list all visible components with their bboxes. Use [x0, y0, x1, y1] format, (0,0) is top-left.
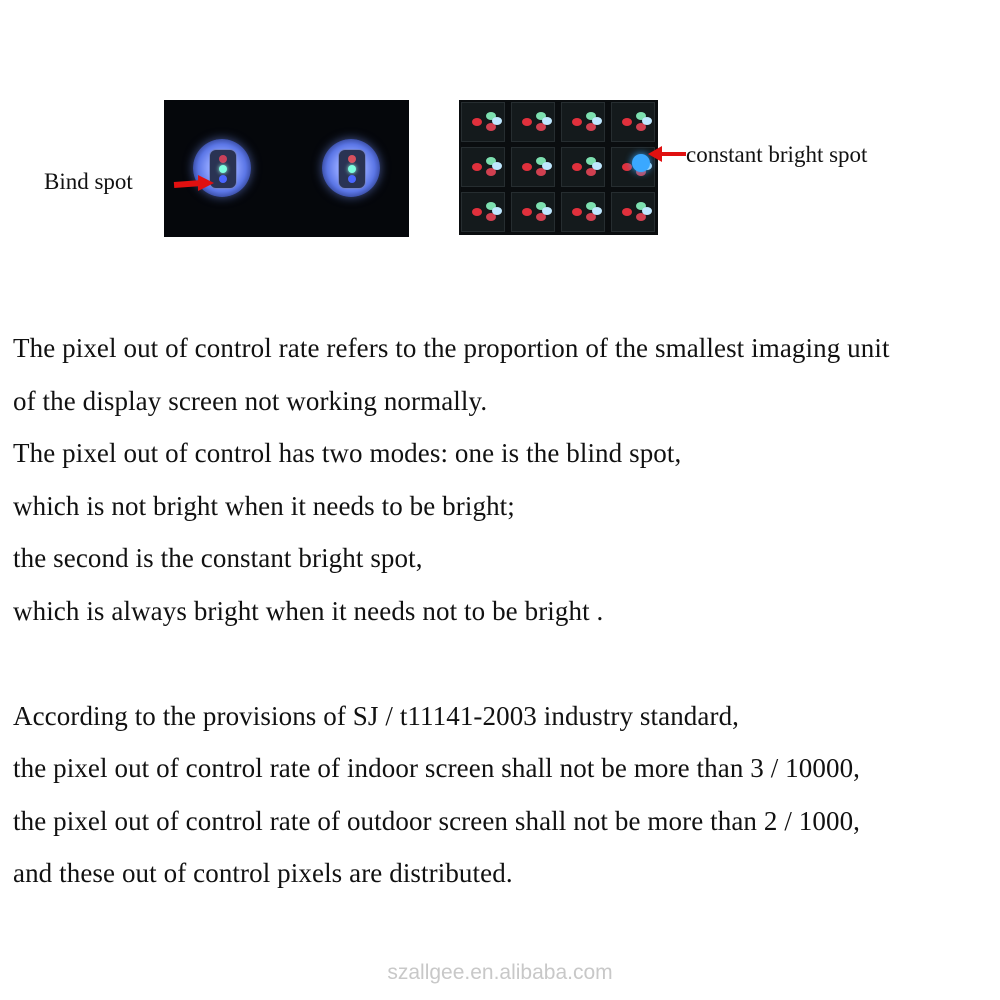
paragraph-line: The pixel out of control rate refers to the proportion of the smallest imaging unit: [13, 333, 890, 363]
paragraph-spacer: [13, 637, 988, 690]
led-dot: [592, 207, 602, 215]
led-cell: [611, 102, 655, 142]
article-body: [13, 322, 988, 900]
watermark: szallgee.en.alibaba.com: [387, 961, 613, 984]
paragraph-line: According to the provisions of SJ / t11141-2003 industry standard,: [13, 700, 740, 731]
led-dot: [622, 163, 632, 171]
paragraph-line: of the display screen not working normally.: [13, 385, 488, 416]
led-dot: [472, 163, 482, 171]
led-cell: [511, 102, 555, 142]
led-cell: [561, 102, 605, 142]
led-cell: [561, 147, 605, 187]
led-dot: [622, 118, 632, 126]
led-cell: [561, 192, 605, 232]
arrow-head-icon: [198, 175, 214, 191]
led-dot: [492, 207, 502, 215]
led-dot: [592, 117, 602, 125]
led-dot: [522, 208, 532, 216]
led-dot: [592, 162, 602, 170]
blind-spot-label: Bind spot: [44, 169, 133, 194]
blind-spot-image: [164, 100, 409, 237]
led-dot: [642, 117, 652, 125]
led-dot: [542, 207, 552, 215]
led-dot: [572, 118, 582, 126]
led-dot: [572, 208, 582, 216]
led-dot: [542, 162, 552, 170]
led-dot: [542, 117, 552, 125]
arrow-head-icon: [648, 146, 662, 162]
paragraph-line: which is always bright when it needs not to be bright .: [13, 595, 604, 626]
led-dot: [572, 163, 582, 171]
constant-bright-spot-image: [459, 100, 658, 235]
led-cell: [461, 102, 505, 142]
led-cell: [461, 147, 505, 187]
constant-bright-spot-label: constant bright spot: [686, 142, 868, 167]
paragraph-line: the second is the constant bright spot,: [13, 543, 423, 573]
led-dot: [492, 162, 502, 170]
paragraph-line: The pixel out of control has two modes: one is the blind spot,: [13, 438, 682, 468]
led-cell: [511, 147, 555, 187]
paragraph-line: and these out of control pixels are distributed.: [13, 858, 513, 888]
led-cell: [611, 192, 655, 232]
led-cell: [511, 192, 555, 232]
normal-led: [322, 139, 380, 197]
paragraph-line: the pixel out of control rate of indoor screen shall not be more than 3 / 10000,: [13, 753, 861, 783]
led-dot: [472, 208, 482, 216]
paragraph-line: which is not bright when it needs to be bright;: [13, 490, 515, 521]
led-dot: [642, 207, 652, 215]
figure-row: [0, 0, 1000, 260]
paragraph-line: the pixel out of control rate of outdoor screen shall not be more than 2 / 1000,: [13, 805, 861, 836]
bright-spot-arrow: [658, 152, 686, 156]
led-dot: [522, 118, 532, 126]
led-cell: [461, 192, 505, 232]
led-dot: [622, 208, 632, 216]
led-dot: [492, 117, 502, 125]
led-dot: [522, 163, 532, 171]
led-dot: [472, 118, 482, 126]
